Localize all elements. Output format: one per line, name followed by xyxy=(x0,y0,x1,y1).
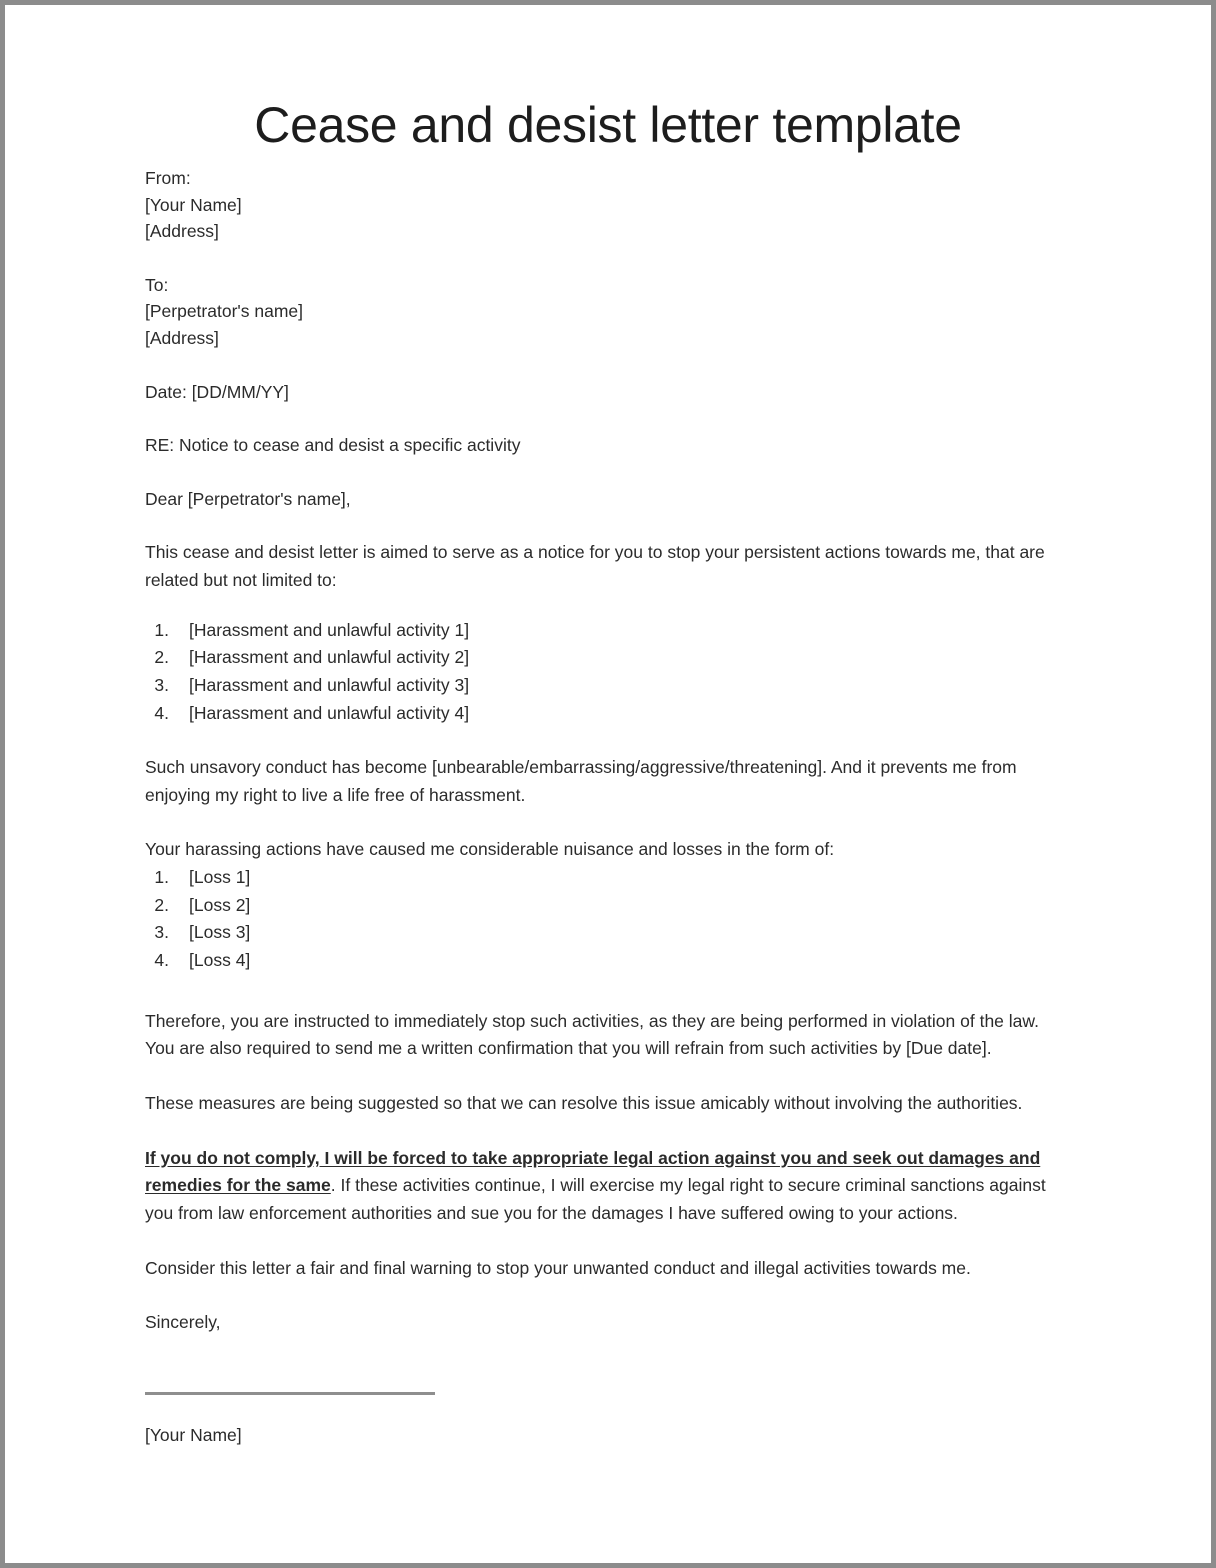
losses-list xyxy=(145,864,1070,975)
conduct-paragraph: Such unsavory conduct has become [unbearable/embarrassing/aggressive/threatening]. And it prevents me from enjoying my right to live a life free of harassment. xyxy=(145,757,1017,805)
list-marker: 1. xyxy=(154,867,169,888)
list-item-label: [Loss 4] xyxy=(189,950,251,971)
spacer xyxy=(145,809,1070,836)
list-item-label: [Loss 2] xyxy=(189,894,251,915)
intro-paragraph: This cease and desist letter is aimed to serve as a notice for you to stop your persistent actions towards me, that are related but not limited to: xyxy=(145,542,1045,590)
spacer xyxy=(145,405,1070,432)
spacer xyxy=(145,459,1070,486)
list-item xyxy=(145,864,1070,892)
recipient-block xyxy=(145,272,1070,352)
list-marker: 1. xyxy=(154,619,169,640)
list-marker: 3. xyxy=(154,922,169,943)
list-item xyxy=(145,892,1070,920)
list-item-label: [Loss 3] xyxy=(189,922,251,943)
warning-emphasis: If you do not comply, I will be forced to take appropriate legal action against you and seek out damages and remedies for the same xyxy=(145,1147,1041,1196)
sender-label: From: xyxy=(145,168,191,188)
list-item xyxy=(145,672,1070,700)
list-marker: 2. xyxy=(154,647,169,668)
subject-line: RE: Notice to cease and desist a specific activity xyxy=(145,435,521,456)
list-item xyxy=(145,919,1070,947)
spacer xyxy=(145,245,1070,272)
harassment-activity-list xyxy=(145,617,1070,728)
spacer xyxy=(145,1228,1070,1255)
list-item xyxy=(145,700,1070,728)
spacer xyxy=(145,1282,1070,1309)
spacer xyxy=(145,1337,1070,1370)
list-marker: 2. xyxy=(154,894,169,915)
sender-name: [Your Name] xyxy=(145,194,242,215)
losses-lead-in: Your harassing actions have caused me considerable nuisance and losses in the form of: xyxy=(145,839,835,860)
date-line: Date: [DD/MM/YY] xyxy=(145,381,289,402)
spacer xyxy=(145,1063,1070,1090)
list-item-label: [Harassment and unlawful activity 1] xyxy=(189,619,470,640)
sender-block xyxy=(145,165,1070,245)
warning-remainder: . If these activities continue, I will exercise my legal right to secure criminal sanctions against you from law enforcement authorities and sue you for the damages I have suffered owing to your actions. xyxy=(145,1175,1046,1223)
list-item-label: [Loss 1] xyxy=(189,867,251,888)
final-warning-paragraph: Consider this letter a fair and final warning to stop your unwanted conduct and illegal activities towards me. xyxy=(145,1257,971,1278)
list-item xyxy=(145,644,1070,672)
amicable-paragraph: These measures are being suggested so that we can resolve this issue amicably without involving the authorities. xyxy=(145,1092,1023,1113)
list-marker: 4. xyxy=(154,950,169,971)
closing-salutation: Sincerely, xyxy=(145,1312,221,1333)
instruction-paragraph: Therefore, you are instructed to immediately stop such activities, as they are being performed in violation of the law. You are also required to send me a written confirmation that you will refrain from such activities by [Due date]. xyxy=(145,1010,1039,1059)
list-marker: 3. xyxy=(154,674,169,695)
spacer xyxy=(145,727,1070,754)
list-item xyxy=(145,947,1070,975)
spacer xyxy=(145,1370,1070,1392)
spacer xyxy=(145,352,1070,379)
list-marker: 4. xyxy=(154,702,169,723)
recipient-address: [Address] xyxy=(145,327,219,348)
list-item xyxy=(145,617,1070,645)
letter-body xyxy=(145,165,1070,1448)
spacer xyxy=(145,512,1070,539)
page-title: Cease and desist letter template xyxy=(254,96,962,153)
spacer xyxy=(145,1118,1070,1145)
spacer xyxy=(145,595,1070,617)
recipient-label: To: xyxy=(145,274,169,295)
page-content-area xyxy=(5,5,1211,1563)
spacer xyxy=(145,1395,1070,1422)
recipient-name: [Perpetrator's name] xyxy=(145,301,303,322)
sender-address: [Address] xyxy=(145,221,219,242)
salutation: Dear [Perpetrator's name], xyxy=(145,488,351,509)
list-item-label: [Harassment and unlawful activity 3] xyxy=(189,674,470,695)
signature-name: [Your Name] xyxy=(145,1424,242,1445)
warning-paragraph xyxy=(145,1145,1070,1228)
spacer xyxy=(145,975,1070,1008)
list-item-label: [Harassment and unlawful activity 2] xyxy=(189,647,470,668)
list-item-label: [Harassment and unlawful activity 4] xyxy=(189,702,470,723)
